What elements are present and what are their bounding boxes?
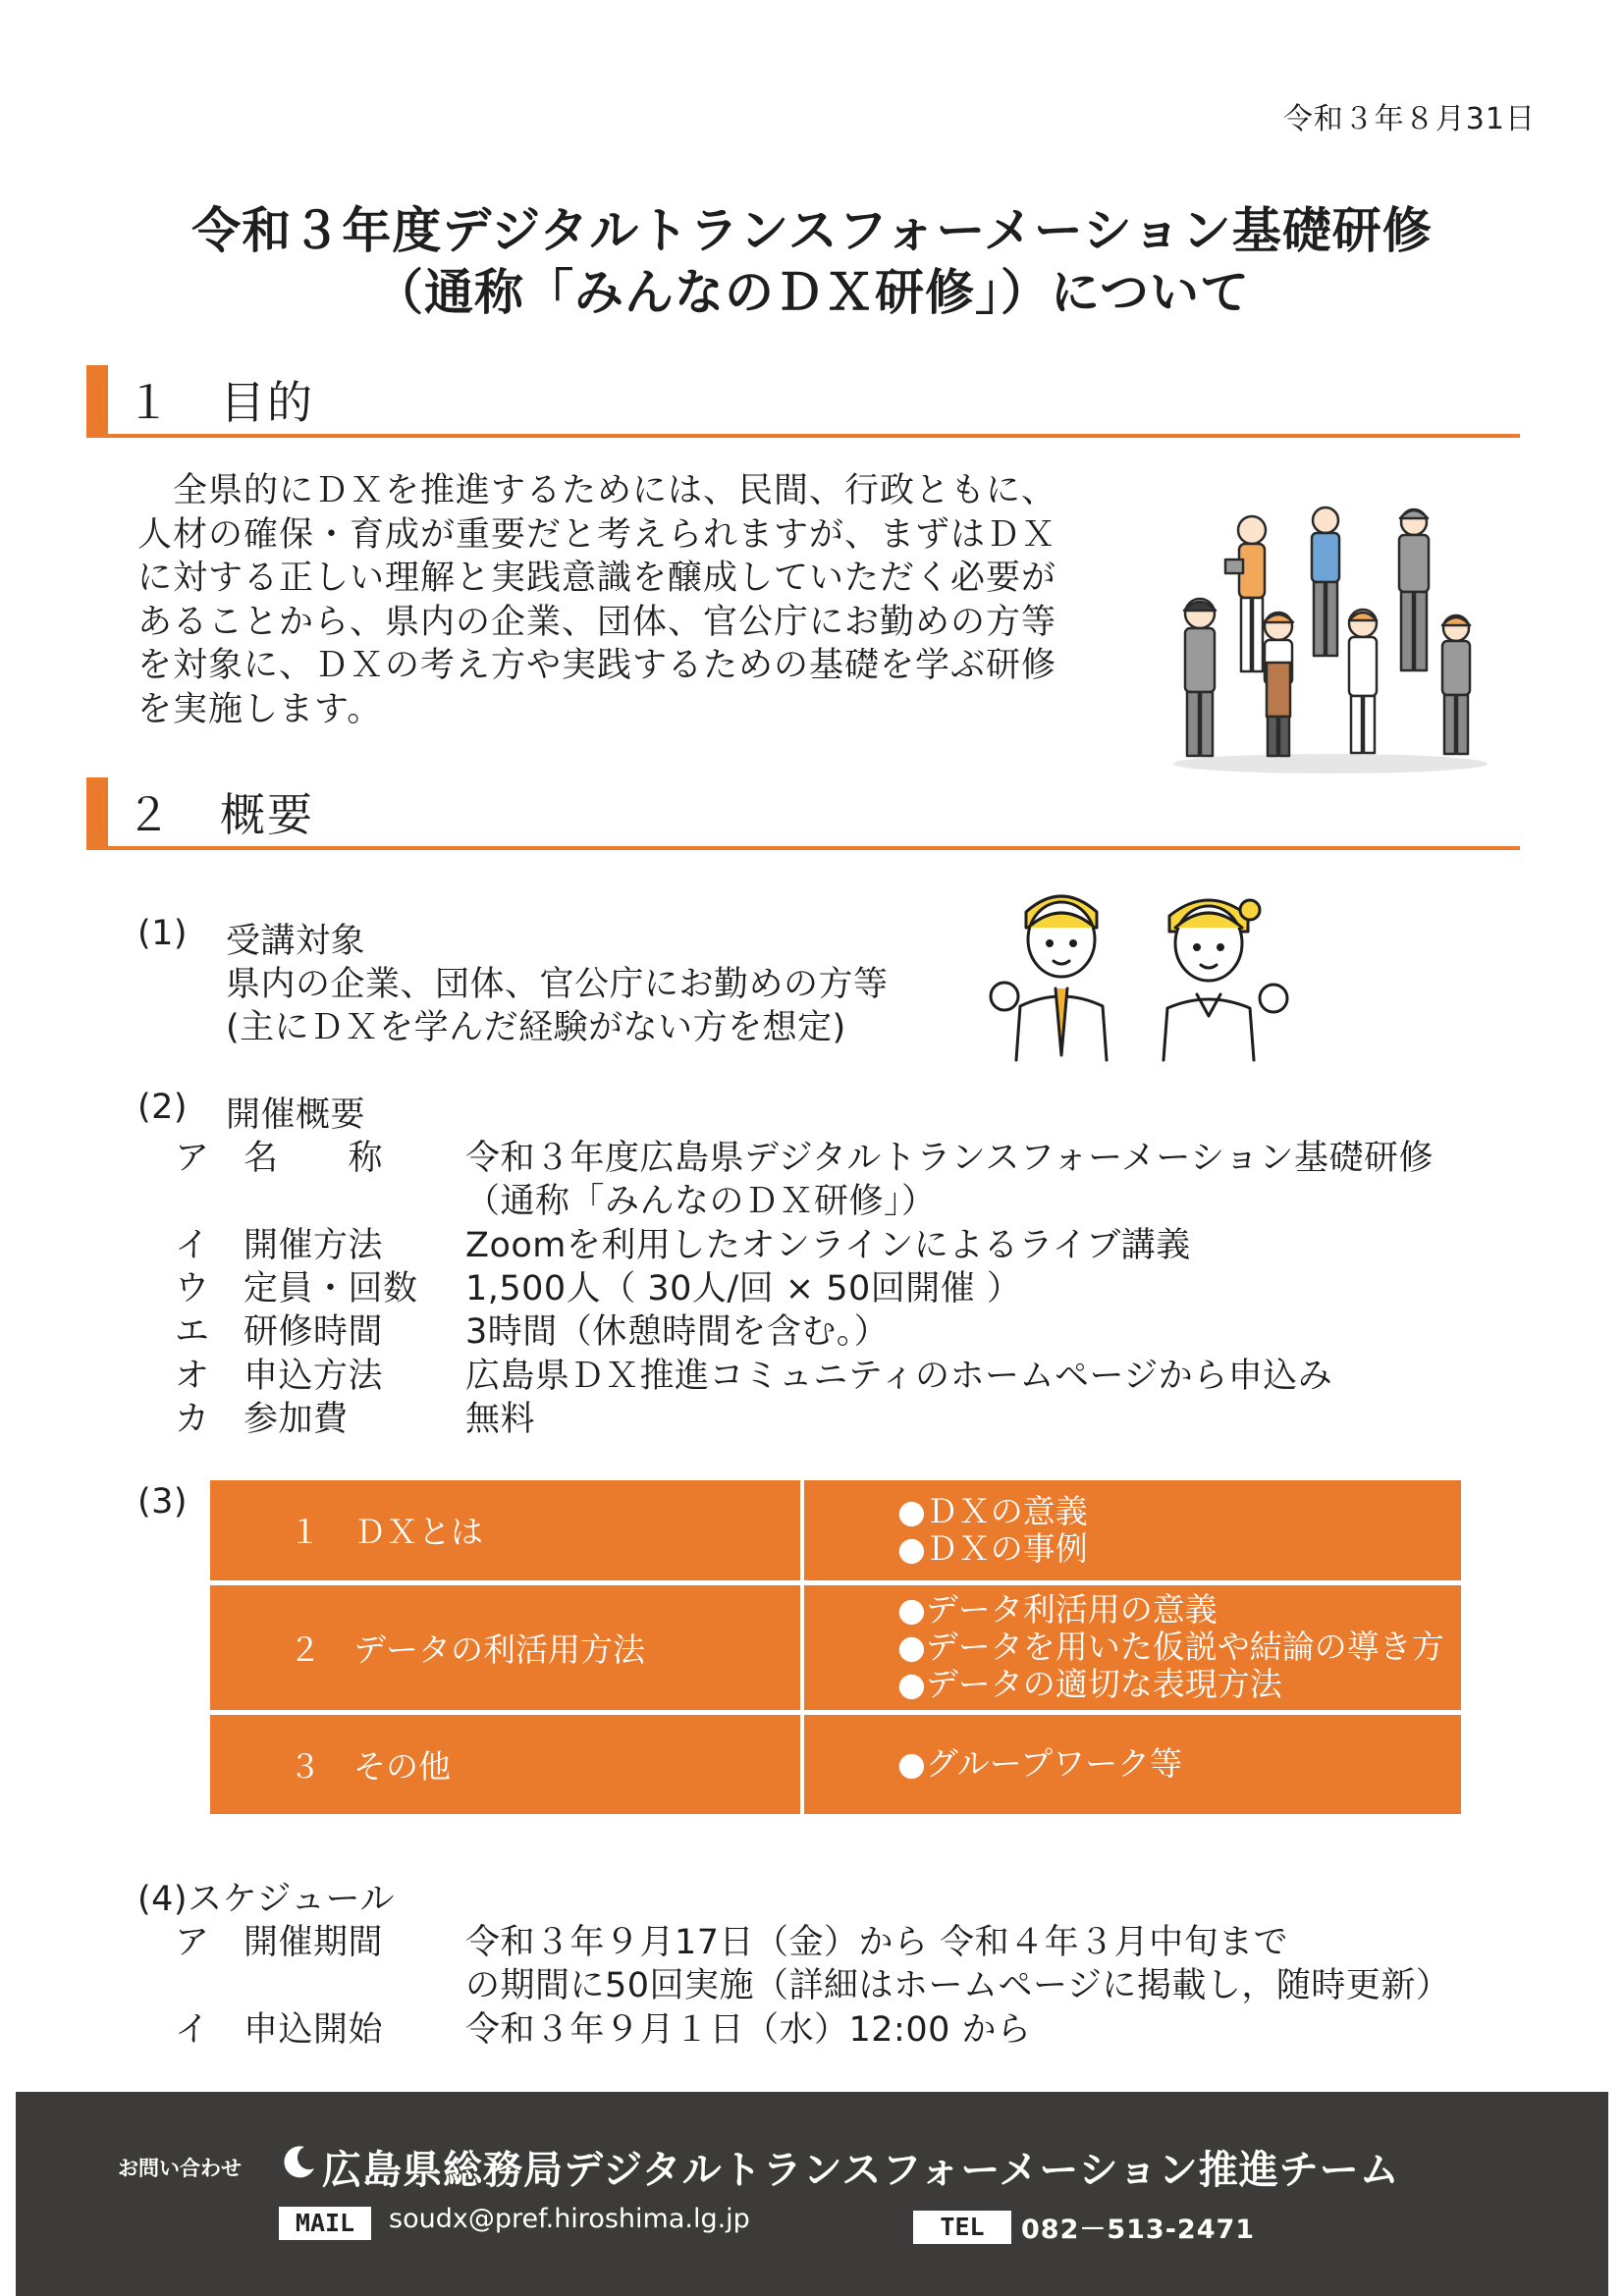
overview-item-kana: カ: [175, 1400, 210, 1439]
section-heading-text: １ 目的: [126, 376, 314, 429]
schedule-item-value: 令和３年９月１日（水）12:00 から: [465, 2010, 1032, 2050]
target-line1: 県内の企業、団体、官公庁にお勤めの方等: [226, 965, 889, 1004]
schedule-item-kana: ア: [175, 1923, 210, 1962]
heading-accent-bar: [86, 777, 108, 846]
overview-item-value: 令和３年度広島県デジタルトランスフォーメーション基礎研修: [465, 1139, 1434, 1178]
overview-item-label: 定員・回数: [244, 1269, 418, 1308]
curriculum-points: [802, 1582, 1461, 1712]
curriculum-point: ●グループワーク等: [897, 1744, 1183, 1784]
table-row: [210, 1480, 1461, 1582]
paragraph-line: 人材の確保・育成が重要だと考えられますが、まずはＤＸ: [137, 514, 1057, 555]
overview-number: (2): [137, 1088, 189, 1127]
target-label: 受講対象: [226, 922, 366, 961]
contact-email[interactable]: soudx@pref.hiroshima.lg.jp: [389, 2204, 750, 2234]
inquiry-label: お問い合わせ: [118, 2157, 242, 2180]
curriculum-topic: ２ データの利活用方法: [210, 1582, 802, 1712]
paragraph-line: を対象に、ＤＸの考え方や実践するための基礎を学ぶ研修: [137, 646, 1057, 685]
curriculum-point: ●ＤＸの事例: [897, 1528, 1088, 1568]
section-heading-text: ２ 概要: [126, 788, 314, 841]
overview-item-kana: オ: [175, 1357, 210, 1396]
schedule-item-value: 令和３年９月17日（金）から 令和４年３月中旬まで: [465, 1923, 1289, 1962]
table-row: [210, 1582, 1461, 1712]
overview-label: 開催概要: [226, 1095, 366, 1135]
overview-item-kana: イ: [175, 1226, 210, 1265]
curriculum-points: [802, 1712, 1461, 1814]
paragraph-line: あることから、県内の企業、団体、官公庁にお勤めの方等: [137, 602, 1057, 642]
curriculum-topic: ３ その他: [210, 1712, 802, 1814]
section-heading-purpose: [86, 365, 1520, 438]
overview-item-label: 申込方法: [244, 1357, 384, 1396]
overview-item-value: 1,500人（ 30人/回 × 50回開催 ）: [465, 1269, 1022, 1308]
document-title-line2: （通称「みんなのＤＸ研修」）について: [374, 264, 1250, 321]
schedule-heading: (4)スケジュール: [137, 1880, 395, 1919]
overview-item-label: 参加費: [244, 1400, 349, 1439]
purpose-paragraph: [137, 469, 1080, 731]
curriculum-table: [210, 1480, 1461, 1814]
schedule-item-label: 開催期間: [244, 1923, 384, 1962]
schedule-item-kana: イ: [175, 2010, 210, 2050]
mail-tag: MAIL: [279, 2207, 371, 2240]
moon-logo-icon: [281, 2143, 318, 2180]
target-number: (1): [137, 914, 189, 953]
heading-accent-bar: [86, 365, 108, 434]
overview-item-kana: エ: [175, 1312, 210, 1352]
overview-item-label: 名 称: [244, 1139, 384, 1178]
paragraph-line: を実施します。: [137, 689, 383, 729]
overview-item-value: 3時間（休憩時間を含む。）: [465, 1312, 890, 1352]
paragraph-line: 全県的にＤＸを推進するためには、民間、行政ともに、: [137, 471, 1057, 510]
overview-item-value: 無料: [465, 1400, 536, 1439]
tel-tag: TEL: [913, 2211, 1011, 2244]
overview-item-label: 開催方法: [244, 1226, 384, 1265]
contact-footer: [16, 2092, 1608, 2296]
curriculum-point: ●データの適切な表現方法: [897, 1665, 1282, 1703]
organization-name: 広島県総務局デジタルトランスフォーメーション推進チーム: [322, 2148, 1400, 2193]
target-line2: (主にＤＸを学んだ経験がない方を想定): [226, 1008, 846, 1047]
schedule-item-label: 申込開始: [244, 2010, 384, 2050]
document-title-line1: 令和３年度デジタルトランスフォーメーション基礎研修: [191, 202, 1433, 259]
document-date: 令和３年８月31日: [1282, 102, 1536, 136]
curriculum-point: ●データを用いた仮説や結論の導き方: [897, 1628, 1444, 1666]
curriculum-points: [802, 1480, 1461, 1582]
overview-item-value: Zoomを利用したオンラインによるライブ講義: [465, 1226, 1191, 1265]
table-row: [210, 1712, 1461, 1814]
overview-item-kana: ア: [175, 1139, 210, 1178]
curriculum-topic: １ ＤＸとは: [210, 1480, 802, 1582]
two-office-workers-illustration: [987, 888, 1301, 1065]
curriculum-point: ●ＤＸの意義: [897, 1491, 1088, 1530]
curriculum-number: (3): [137, 1482, 189, 1522]
paragraph-line: に対する正しい理解と実践意識を醸成していただく必要が: [137, 559, 1057, 598]
contact-phone[interactable]: 082－513-2471: [1021, 2215, 1256, 2245]
overview-item-value2: （通称「みんなのＤＸ研修」）: [465, 1182, 937, 1221]
overview-item-value: 広島県ＤＸ推進コミュニティのホームページから申込み: [465, 1357, 1333, 1396]
section-heading-overview: [86, 777, 1520, 850]
schedule-item-value2: の期間に50回実施（詳細はホームページに掲載し，随時更新）: [465, 1966, 1451, 2005]
overview-item-kana: ウ: [175, 1269, 210, 1308]
overview-item-label: 研修時間: [244, 1312, 384, 1352]
curriculum-point: ●データ利活用の意義: [897, 1590, 1218, 1629]
group-of-workers-illustration: [1168, 501, 1492, 775]
